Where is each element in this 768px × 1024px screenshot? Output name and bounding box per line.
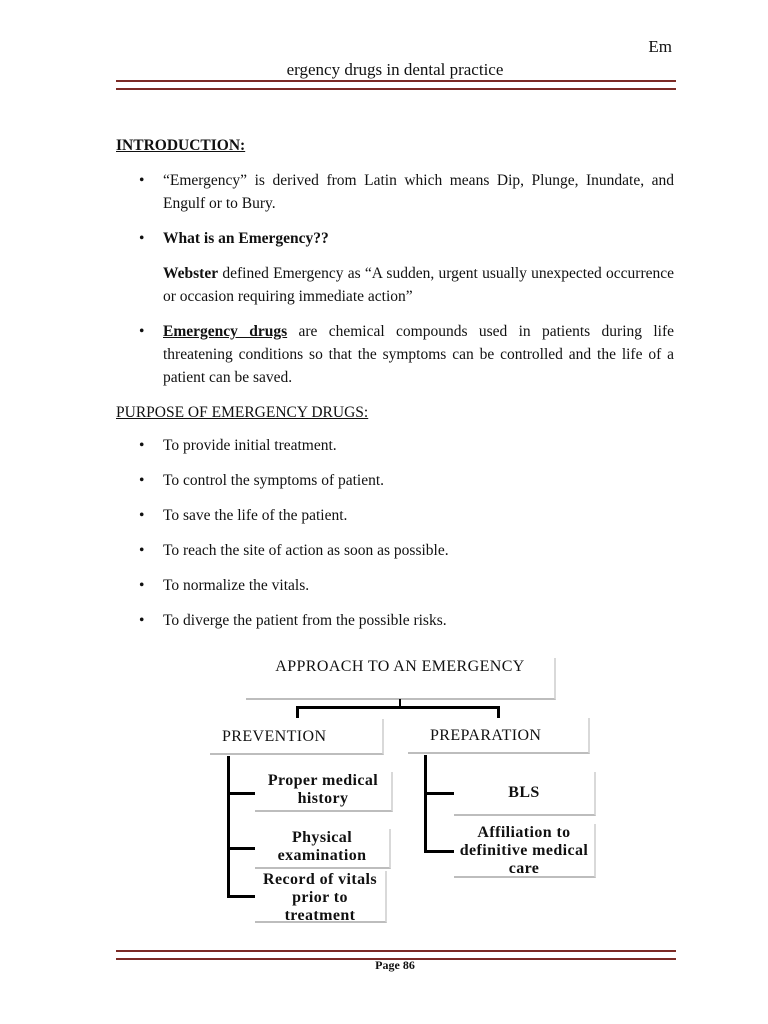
connector-line (227, 847, 255, 850)
bullet-icon: • (139, 577, 145, 594)
bullet-icon: • (139, 172, 145, 189)
intro-bullet-2: What is an Emergency?? (163, 230, 329, 247)
bullet-icon: • (139, 230, 145, 247)
header-title: ergency drugs in dental practice (286, 60, 504, 79)
list-item (116, 539, 674, 562)
prevention-box: PREVENTION (210, 719, 384, 755)
list-item (116, 574, 674, 597)
bullet-icon: • (139, 542, 145, 559)
prevention-item-history: Proper medical history (255, 772, 393, 812)
connector-line (296, 706, 500, 709)
list-item (116, 434, 674, 457)
purpose-heading: PURPOSE OF EMERGENCY DRUGS: (116, 404, 369, 421)
connector-line (227, 792, 255, 795)
connector-line (424, 850, 454, 853)
page-number: Page 86 (375, 958, 415, 972)
webster-text: defined Emergency as “A sudden, urgent usually unexpected occurrence or occasion requiring immediate action” (163, 265, 674, 305)
list-item (116, 504, 674, 527)
introduction-heading: INTRODUCTION: (116, 137, 246, 154)
page-body (116, 134, 674, 644)
connector-line (227, 756, 230, 898)
list-item (116, 609, 674, 632)
intro-bullet-1: “Emergency” is derived from Latin which means Dip, Plunge, Inundate, and Engulf or to Bury. (163, 172, 674, 212)
connector-line (296, 706, 299, 718)
purpose-item: To provide initial treatment. (163, 437, 337, 454)
connector-line (227, 895, 255, 898)
bullet-icon: • (139, 507, 145, 524)
header-rule (116, 80, 676, 90)
purpose-item: To reach the site of action as soon as possible. (163, 542, 449, 559)
preparation-item-bls: BLS (454, 772, 596, 816)
purpose-item: To diverge the patient from the possible risks. (163, 612, 447, 629)
webster-definition (116, 262, 674, 308)
prevention-item-vitals: Record of vitals prior to treatment (255, 871, 387, 923)
purpose-item: To save the life of the patient. (163, 507, 348, 524)
list-item (116, 320, 674, 389)
connector-line (424, 755, 427, 852)
prevention-item-examination: Physical examination (255, 829, 391, 869)
purpose-item: To normalize the vitals. (163, 577, 310, 594)
bullet-icon: • (139, 437, 145, 454)
emergency-drugs-term: Emergency drugs (163, 323, 288, 340)
header-em: Em (648, 37, 672, 56)
webster-term: Webster (163, 265, 219, 282)
connector-line (497, 706, 500, 718)
list-item (116, 227, 674, 250)
bullet-icon: • (139, 323, 145, 340)
preparation-item-affiliation: Affiliation to definitive medical care (454, 824, 596, 878)
diagram-root: APPROACH TO AN EMERGENCY (246, 658, 556, 700)
intro-bullet-3: are chemical compounds used in patients during life threatening conditions so that the symptoms can be controlled and the life of a patient can be saved. (163, 323, 674, 386)
bullet-icon: • (139, 612, 145, 629)
list-item (116, 169, 674, 215)
preparation-box: PREPARATION (408, 718, 590, 754)
purpose-item: To control the symptoms of patient. (163, 472, 385, 489)
list-item (116, 469, 674, 492)
connector-line (424, 792, 454, 795)
bullet-icon: • (139, 472, 145, 489)
